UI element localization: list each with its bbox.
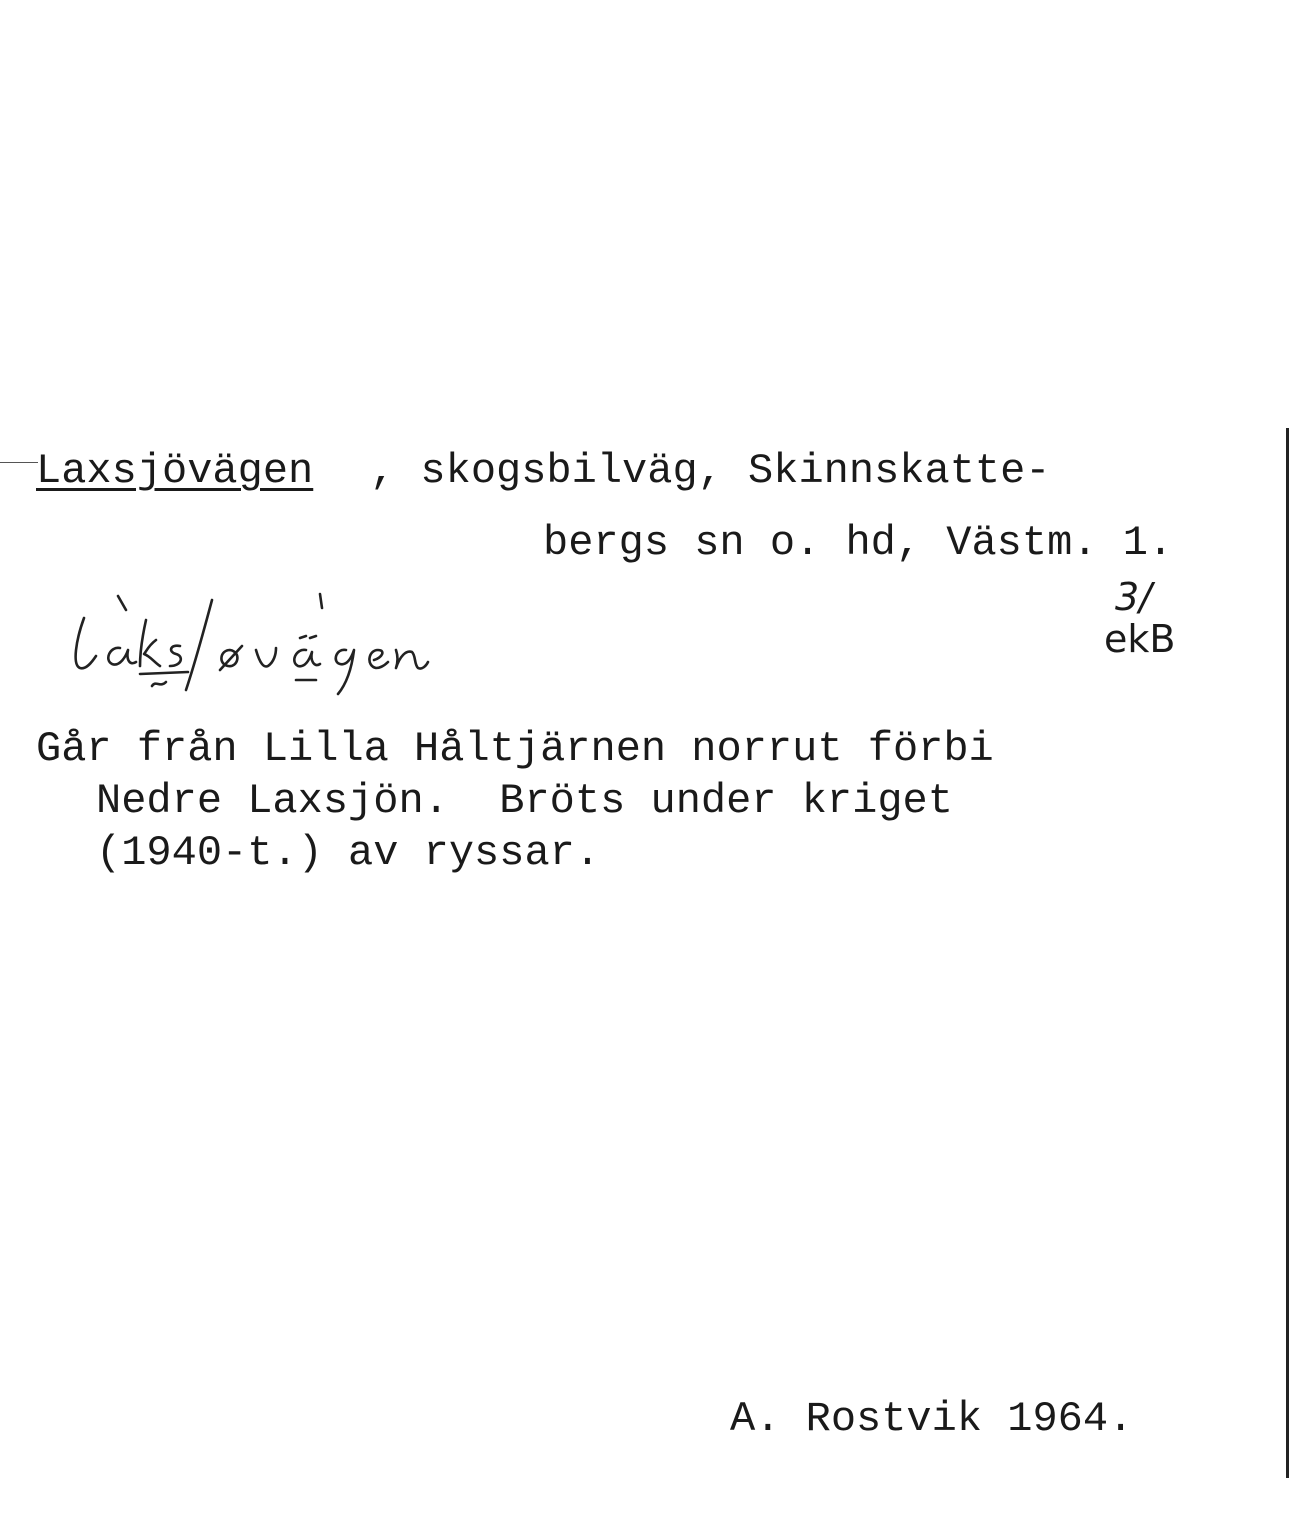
location-line: bergs sn o. hd, Västm. 1. xyxy=(543,519,1174,567)
description-line-1: Går från Lilla Håltjärnen norrut förbi xyxy=(36,725,994,773)
map-code-letters: ekB xyxy=(1104,617,1176,661)
description-line-3: (1940-t.) av ryssar. xyxy=(96,829,601,877)
handwritten-pronunciation xyxy=(70,590,490,700)
signature: A. Rostvik 1964. xyxy=(730,1395,1134,1443)
headword-definition: , skogsbilväg, Skinnskatte- xyxy=(370,447,1051,495)
card-right-edge xyxy=(1286,428,1289,1478)
left-rule-mark xyxy=(0,462,38,463)
description-line-2: Nedre Laxsjön. Bröts under kriget xyxy=(96,777,953,825)
map-code-number: 3/ xyxy=(1115,575,1152,619)
headword: Laxsjövägen xyxy=(36,447,314,495)
